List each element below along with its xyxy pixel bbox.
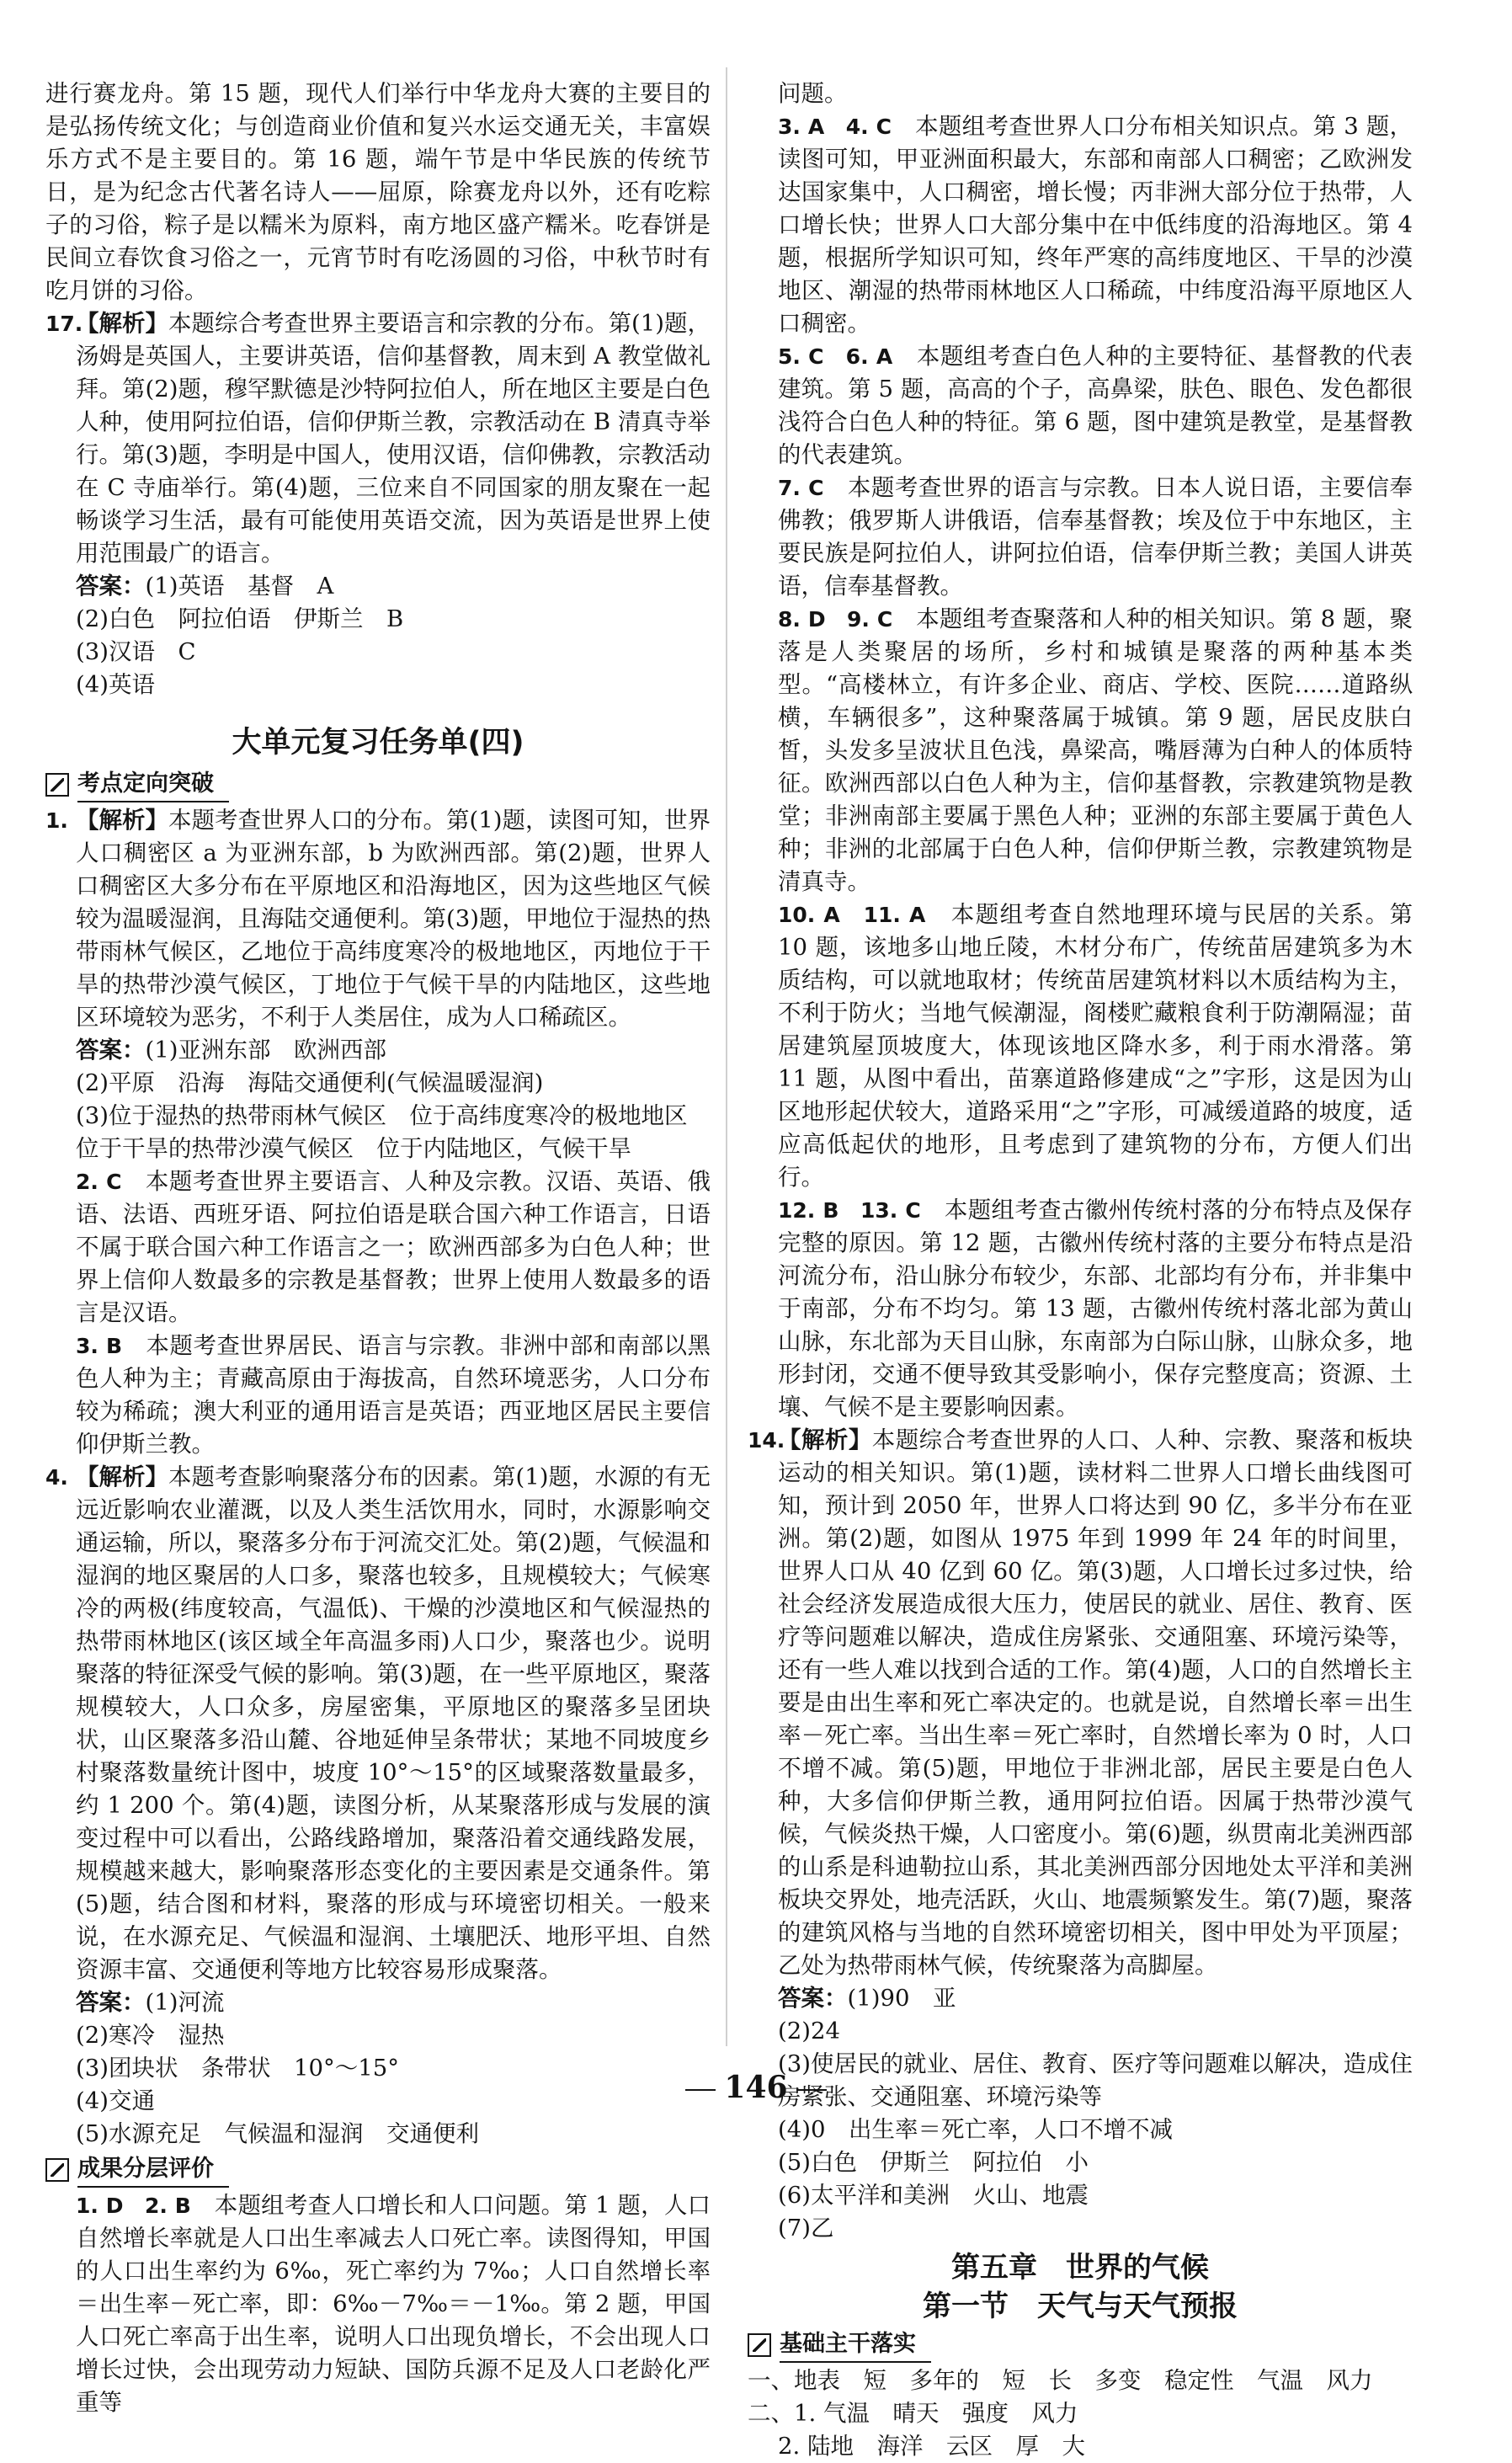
q7-number: 7. C [778, 476, 824, 500]
q17-answer-1 [45, 570, 711, 603]
answer-text: (1)河流 [145, 1989, 225, 2016]
pencil-icon [748, 2333, 771, 2357]
q14-answer-7: (7)乙 [778, 2215, 834, 2242]
q1-tag: 【解析】 [76, 807, 169, 834]
q14-answer-5: (5)白色 伊斯兰 阿拉伯 小 [778, 2149, 1089, 2176]
q14-answer-4: (4)0 出生率＝死亡率，人口不增不减 [778, 2116, 1173, 2143]
q17-item [45, 307, 711, 570]
unit-title: 大单元复习任务单(四) [232, 726, 524, 760]
q10-11-item [748, 898, 1413, 1194]
q3-4-item [748, 110, 1413, 340]
q14-tag: 【解析】 [778, 1426, 872, 1453]
page-number-text: 146 [724, 2070, 788, 2105]
q4-answer-4: (4)交通 [76, 2087, 155, 2114]
q12-13-item [748, 1194, 1413, 1424]
page-number [0, 2070, 1512, 2105]
q8-9-number: 8. D 9. C [778, 607, 893, 632]
fill-line-3: 2. 陆地 海洋 云区 厚 大 [778, 2433, 1085, 2460]
q17-answer-3: (3)汉语 C [76, 638, 196, 665]
q14-answer-2: (2)24 [778, 2018, 840, 2045]
q12-13-text: 本题组考查古徽州传统村落的分布特点及保存完整的原因。第 12 题，古徽州传统村落的主要分布特点是沿河流分布，沿山脉分布较少，东部、北部均有分布，并非集中于南部，分布不均匀。第 13 题，古徽州传统村落北部为黄山山脉，东北部为天目山脉，东南部为白际山脉，山脉众多，地形封闭，交通不便导致其受影响小，保存完整度高；资源、土壤、气候不是主要影响因素。 [778, 1197, 1414, 1421]
q14-number: 14. [748, 1428, 785, 1453]
page-number-dash-right [796, 2089, 827, 2091]
left-column [45, 77, 711, 2419]
section-header-1 [45, 767, 711, 802]
q4-answer-5: (5)水源充足 气候温和湿润 交通便利 [76, 2120, 479, 2147]
answer-text: (1)90 亚 [847, 1985, 956, 2012]
q3-4-number: 3. A 4. C [778, 115, 892, 139]
q1-text: 本题考查世界人口的分布。第(1)题，读图可知，世界人口稠密区 a 为亚洲东部，b 为欧洲西部。第(2)题，世界人口稠密区大多分布在平原地区和沿海地区，因为这些地区气候较为温暖湿润，且海陆交通便利。第(3)题，甲地位于湿热的热带雨林气候区，乙地位于高纬度寒冷的极地地区，丙地位于干旱的热带沙漠气候区，丁地位于气候干旱的内陆地区，这些地区环境较为恶劣，不利于人类居住，成为人口稀疏区。 [76, 807, 711, 1031]
q4-tag: 【解析】 [76, 1463, 169, 1490]
q8-9-text: 本题组考查聚落和人种的相关知识。第 8 题，聚落是人类聚居的场所，乡村和城镇是聚落的两种基本类型。“高楼林立，有许多企业、商店、学校、医院……道路纵横，车辆很多”，这种聚落属于城镇。第 9 题，居民皮肤白皙，头发多呈波状且色浅，鼻梁高，嘴唇薄为白种人的体质特征。欧洲西部以白色人种为主，信仰基督教，宗教建筑物是教堂；非洲南部主要属于黑色人种；亚洲的东部主要属于黄色人种；非洲的北部属于白色人种，信仰伊斯兰教，宗教建筑物是清真寺。 [778, 605, 1414, 895]
section-title: 基础主干落实 [780, 2327, 931, 2363]
q8-9-item [748, 603, 1413, 898]
answer-text: (1)英语 基督 A [145, 573, 334, 600]
section-subtitle: 第一节 天气与天气预报 [923, 2290, 1238, 2323]
answer-label: 答案： [76, 573, 146, 600]
q1-answer-1 [45, 1034, 711, 1067]
q4-text: 本题考查影响聚落分布的因素。第(1)题，水源的有无远近影响农业灌溉，以及人类生活饮用水，同时，水源影响交通运输，所以，聚落多分布于河流交汇处。第(2)题，气候温和湿润的地区聚居的人口多，聚落也较多，且规模较大；气候寒冷的两极(纬度较高，气温低)、干燥的沙漠地区和气候湿热的热带雨林地区(该区域全年高温多雨)人口少，聚落也少。说明聚落的特征深受气候的影响。第(3)题，在一些平原地区，聚落规模较大，人口众多，房屋密集，平原地区的聚落多呈团块状，山区聚落多沿山麓、谷地延伸呈条带状；某地不同坡度乡村聚落数量统计图中，坡度 10°～15°的区域聚落数量最多，约 1 200 个。第(4)题，读图分析，从某聚落形成与发展的演变过程中可以看出，公路线路增加，聚落沿着交通线路发展，规模越来越大，影响聚落形态变化的主要因素是交通条件。第(5)题，结合图和材料，聚落的形成与环境密切相关。一般来说，在水源充足、气候温和湿润、土壤肥沃、地形平坦、自然资源丰富、交通便利等地方比较容易形成聚落。 [76, 1463, 711, 1983]
q5-6-text: 本题组考查白色人种的主要特征、基督教的代表建筑。第 5 题，高高的个子，高鼻梁，肤色、眼色、发色都很浅符合白色人种的特征。第 6 题，图中建筑是教堂，是基督教的代表建筑。 [778, 343, 1414, 468]
q17-answer-2: (2)白色 阿拉伯语 伊斯兰 B [76, 605, 404, 632]
q3-text: 本题考查世界居民、语言与宗教。非洲中部和南部以黑色人种为主；青藏高原由于海拔高，自然环境恶劣，人口分布较为稀疏；澳大利亚的通用语言是英语；西亚地区居民主要信仰伊斯兰教。 [76, 1332, 711, 1458]
q2-item [45, 1165, 711, 1330]
q7-item [748, 472, 1413, 603]
q1-number: 1. [45, 808, 68, 833]
fill-line-2: 二、1. 气温 晴天 强度 风力 [748, 2400, 1078, 2427]
q17-tag: 【解析】 [76, 310, 169, 337]
answer-label: 答案： [76, 1037, 146, 1064]
page-number-dash-left [685, 2089, 716, 2091]
q4-answer-2: (2)寒冷 湿热 [76, 2022, 225, 2049]
right-column [748, 77, 1413, 2463]
q4-number: 4. [45, 1465, 68, 1490]
q10-11-text: 本题组考查自然地理环境与民居的关系。第 10 题，该地多山地丘陵，木材分布广，传统苗居建筑多为木质结构，可以就地取材；传统苗居建筑材料以木质结构为主，不利于防火；当地气候潮湿，阁楼贮藏粮食利于防潮隔湿；苗居建筑屋顶坡度大，体现该地区降水多，利于雨水滑落。第 11 题，从图中看出，苗寨道路修建成“之”字形，这是因为山区地形起伏较大，道路采用“之”字形，可减缓道路的坡度，适应高低起伏的地形，且考虑到了建筑物的分布，方便人们出行。 [778, 901, 1413, 1191]
q2-text: 本题考查世界主要语言、人种及宗教。汉语、英语、俄语、法语、西班牙语、阿拉伯语是联合国六种工作语言，日语不属于联合国六种工作语言之一；欧洲西部多为白色人种；世界上信仰人数最多的宗教是基督教；世界上使用人数最多的语言是汉语。 [76, 1168, 711, 1326]
answer-label: 答案： [778, 1985, 848, 2012]
column-divider [726, 67, 727, 2046]
q4-answer-3: (3)团块状 条带状 10°～15° [76, 2055, 399, 2082]
q1-2-continuation: 问题。 [778, 80, 848, 107]
q17-answer-4: (4)英语 [76, 671, 155, 698]
q17-text: 本题综合考查世界主要语言和宗教的分布。第(1)题，汤姆是英国人，主要讲英语，信仰基督教，周末到 A 教堂做礼拜。第(2)题，穆罕默德是沙特阿拉伯人，所在地区主要是白色人种，使用阿拉伯语，信仰伊斯兰教，宗教活动在 B 清真寺举行。第(3)题，李明是中国人，使用汉语，信仰佛教，宗教活动在 C 寺庙举行。第(4)题，三位来自不同国家的朋友聚在一起畅谈学习生活，最有可能使用英语交流，因为英语是世界上使用范围最广的语言。 [76, 310, 711, 567]
q14-answer-3: (3)使居民的就业、居住、教育、医疗等问题难以解决，造成住房紧张、交通阻塞、环境污染等 [778, 2050, 1413, 2110]
pencil-icon [45, 773, 69, 797]
q1-2-item [45, 2189, 711, 2419]
q17-number: 17. [45, 312, 83, 336]
answer-label: 答案： [76, 1989, 146, 2016]
q3-4-text: 本题组考查世界人口分布相关知识点。第 3 题，读图可知，甲亚洲面积最大，东部和南部人口稠密；乙欧洲发达国家集中，人口稠密，增长慢；丙非洲大部分位于热带，人口增长快；世界人口大部分集中在中低纬度的沿海地区。第 4 题，根据所学知识可知，终年严寒的高纬度地区、干旱的沙漠地区、潮湿的热带雨林地区人口稀疏，中纬度沿海平原地区人口稠密。 [778, 113, 1414, 337]
q1-2-number: 1. D 2. B [76, 2194, 191, 2218]
q16-continuation: 进行赛龙舟。第 15 题，现代人们举行中华龙舟大赛的主要目的是弘扬传统文化；与创造商业价值和复兴水运交通无关，丰富娱乐方式不是主要目的。第 16 题，端午节是中华民族的传统节日，是为纪念古代著名诗人——屈原，除赛龙舟以外，还有吃粽子的习俗，粽子是以糯米为原料，南方地区盛产糯米。吃春饼是民间立春饮食习俗之一，元宵节时有吃汤圆的习俗，中秋节时有吃月饼的习俗。 [45, 80, 711, 304]
q1-answer-3: (3)位于湿热的热带雨林气候区 位于高纬度寒冷的极地地区 位于干旱的热带沙漠气候区 位于内陆地区，气候干旱 [76, 1102, 711, 1162]
q3-number: 3. B [76, 1334, 123, 1358]
section-header-2 [45, 2152, 711, 2188]
q14-answer-1 [748, 1982, 1413, 2015]
q1-answer-2: (2)平原 沿海 海陆交通便利(气候温暖湿润) [76, 1069, 544, 1096]
q10-11-number: 10. A 11. A [778, 903, 926, 927]
q4-item [45, 1461, 711, 1986]
section-header-3 [748, 2327, 1413, 2363]
fill-line-1: 一、地表 短 多年的 短 长 多变 稳定性 气温 风力 [748, 2367, 1373, 2394]
q14-text: 本题综合考查世界的人口、人种、宗教、聚落和板块运动的相关知识。第(1)题，读材料二世界人口增长曲线图可知，预计到 2050 年，世界人口将达到 90 亿，多半分布在亚洲。第(2)题，如图从 1975 年到 1999 年 24 年的时间里，世界人口从 40 亿到 60 亿。第(3)题，人口增长过多过快，给社会经济发展造成很大压力，使居民的就业、居住、教育、医疗等问题难以解决，造成住房紧张、交通阻塞、环境污染等，还有一些人难以找到合适的工作。第(4)题，人口的自然增长主要是由出生率和死亡率决定的。也就是说，自然增长率＝出生率－死亡率。当出生率＝死亡率时，自然增长率为 0 时，人口不增不减。第(5)题，甲地位于非洲北部，居民主要是白色人种，大多信仰伊斯兰教，通用阿拉伯语。因属于热带沙漠气候，气候炎热干燥，人口密度小。第(6)题，纵贯南北美洲西部的山系是科迪勒拉山系，其北美洲西部分因地处太平洋和美洲板块交界处，地壳活跃，火山、地震频繁发生。第(7)题，聚落的建筑风格与当地的自然环境密切相关，图中甲处为平顶屋；乙处为热带雨林气候，传统聚落为高脚屋。 [778, 1426, 1414, 1979]
q2-number: 2. C [76, 1170, 122, 1194]
q5-6-number: 5. C 6. A [778, 344, 893, 369]
q12-13-number: 12. B 13. C [778, 1198, 921, 1223]
q3-item [45, 1330, 711, 1461]
q7-text: 本题考查世界的语言与宗教。日本人说日语，主要信奉佛教；俄罗斯人讲俄语，信奉基督教；埃及位于中东地区，主要民族是阿拉伯人，讲阿拉伯语，信奉伊斯兰教；美国人讲英语，信奉基督教。 [778, 474, 1414, 600]
chapter-title: 第五章 世界的气候 [951, 2251, 1209, 2284]
q1-2-text: 本题组考查人口增长和人口问题。第 1 题，人口自然增长率就是人口出生率减去人口死亡率。读图得知，甲国的人口出生率约为 6‰，死亡率约为 7‰；人口自然增长率＝出生率－死亡率，即：6‰－7‰＝－1‰。第 2 题，甲国人口死亡率高于出生率，说明人口出现负增长，不会出现人口增长过快，会出现劳动力短缺、国防兵源不足及人口老龄化严重等 [76, 2192, 711, 2416]
q4-answer-1 [45, 1986, 711, 2019]
q14-item [748, 1424, 1413, 1982]
section-title: 考点定向突破 [77, 767, 229, 802]
q1-item [45, 804, 711, 1034]
pencil-icon [45, 2158, 69, 2182]
q5-6-item [748, 340, 1413, 472]
section-title: 成果分层评价 [77, 2152, 229, 2188]
q14-answer-6: (6)太平洋和美洲 火山、地震 [778, 2182, 1089, 2209]
answer-text: (1)亚洲东部 欧洲西部 [145, 1037, 386, 1064]
